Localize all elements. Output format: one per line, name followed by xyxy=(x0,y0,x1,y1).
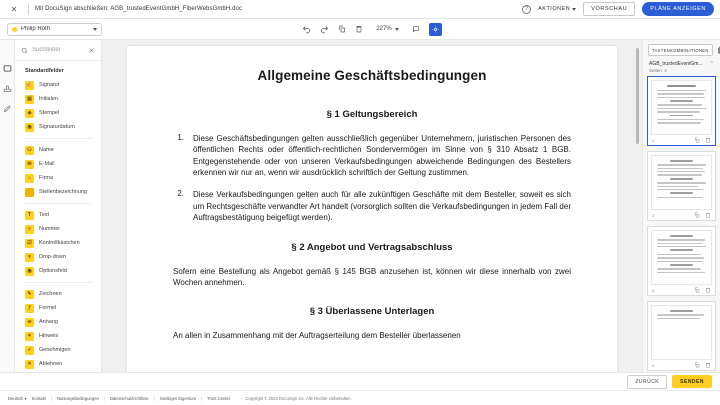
list-item xyxy=(173,189,571,223)
thumbnail-preview xyxy=(651,155,712,210)
divider xyxy=(28,4,29,15)
close-button[interactable]: ✕ xyxy=(10,4,18,14)
field-label: Optionsfeld xyxy=(39,268,67,274)
document-name-row[interactable] xyxy=(643,59,720,67)
pages-panel xyxy=(642,40,720,372)
section-3-heading: § 3 Überlassene Unterlagen xyxy=(309,306,435,318)
fields-group xyxy=(15,143,101,199)
field-item-signaturdatum[interactable] xyxy=(15,120,101,134)
thumbnail-footer xyxy=(651,285,712,295)
document-page[interactable] xyxy=(127,46,617,372)
preview-button[interactable]: VORSCHAU xyxy=(583,2,635,16)
document-title: Allgemeine Geschäftsbedingungen xyxy=(257,68,487,83)
top-bar-actions xyxy=(522,2,714,16)
copy-page-icon[interactable] xyxy=(694,287,700,293)
field-item-initialen[interactable] xyxy=(15,92,101,106)
search-icon xyxy=(21,41,28,59)
zoom-level: 227% xyxy=(376,26,392,32)
name-icon: ⚇ xyxy=(25,146,34,155)
page-footer xyxy=(0,390,720,405)
help-icon[interactable]: ? xyxy=(522,5,531,14)
field-item-email[interactable] xyxy=(15,157,101,171)
section-2-heading: § 2 Angebot und Vertragsabschluss xyxy=(291,241,453,253)
field-item-genehmigen[interactable] xyxy=(15,343,101,357)
language-label: Deutsch xyxy=(8,395,24,401)
recipient-selector[interactable] xyxy=(7,23,102,36)
field-item-dropdown[interactable] xyxy=(15,250,101,264)
field-label: Anhang xyxy=(39,319,58,325)
divider xyxy=(25,138,91,139)
field-label: Name xyxy=(39,147,54,153)
section-2-text: Sofern eine Bestellung als Angebot gemäß § 145 BGB anzusehen ist, können wir diese innerhalb von zwei Wochen annehmen. xyxy=(173,266,571,287)
shortcuts-button[interactable]: TASTENKOMBINATIONEN xyxy=(648,44,713,56)
field-item-ablehnen[interactable] xyxy=(15,357,101,371)
field-item-nummer[interactable] xyxy=(15,222,101,236)
thumbnail-page-3[interactable] xyxy=(647,226,716,296)
field-label: Firma xyxy=(39,175,54,181)
copy-page-icon[interactable] xyxy=(694,212,700,218)
sign-date-icon: ◉ xyxy=(25,123,34,132)
clear-search-icon[interactable] xyxy=(88,41,95,59)
approve-icon: ✓ xyxy=(25,346,34,355)
field-label: Signatur xyxy=(39,82,60,88)
list-item-text: Diese Verkaufsbedingungen gelten auch für alle zukünftigen Geschäfte mit dem Besteller, soweit es sich um Rechtsgeschäfte verwandter Art handelt (vorsorglich sollten die Verkaufsbedingungen in jedem Fall der Auftragsbestätigung beigefügt werden). xyxy=(193,190,571,223)
thumbnail-list[interactable] xyxy=(643,76,720,372)
signature-icon: ✍ xyxy=(26,82,33,88)
chevron-up-icon[interactable]: ⌃ xyxy=(709,61,714,67)
divider: | xyxy=(103,395,105,401)
copy-page-icon[interactable] xyxy=(694,137,700,143)
thumbnail-page-2[interactable] xyxy=(647,151,716,221)
thumbnail-actions xyxy=(694,212,711,218)
recipient-selector-wrap xyxy=(0,23,102,36)
thumbnail-actions xyxy=(694,362,711,368)
checkbox-icon: ☑ xyxy=(25,239,34,248)
delete-page-icon[interactable] xyxy=(705,212,711,218)
field-label: Initialen xyxy=(39,96,58,102)
job-title-icon xyxy=(25,188,34,197)
chevron-down-icon xyxy=(395,28,399,31)
field-label: Nummer xyxy=(39,226,61,232)
draw-icon: ✎ xyxy=(25,290,34,299)
list-item-number: 2. xyxy=(177,189,184,199)
divider: | xyxy=(50,395,52,401)
document-name: AGB_trustedEventGm... xyxy=(649,61,703,67)
divider: | xyxy=(201,395,203,401)
undo-icon[interactable] xyxy=(302,25,311,34)
field-item-stempel[interactable] xyxy=(15,106,101,120)
thumbnail-page-4[interactable] xyxy=(647,301,716,371)
field-label: Hinweis xyxy=(39,333,59,339)
field-item-zeichnen[interactable] xyxy=(15,287,101,301)
list-item-number: 1. xyxy=(177,133,184,142)
thumbnail-preview xyxy=(651,80,712,135)
field-label: Stellenbezeichnung xyxy=(39,189,88,195)
field-item-kontrollkaestchen[interactable] xyxy=(15,236,101,250)
pages-count: Seiten: 4 xyxy=(649,68,667,73)
fields-icon[interactable] xyxy=(3,64,12,73)
field-label: Text xyxy=(39,212,50,218)
footer-link-kontakt[interactable]: Kontakt xyxy=(31,395,46,401)
main-area xyxy=(0,40,720,372)
thumbnail-footer xyxy=(651,210,712,220)
redo-icon[interactable] xyxy=(320,25,329,34)
send-button[interactable]: SENDEN xyxy=(672,375,712,388)
fields-list xyxy=(15,61,101,372)
field-settings-icon[interactable] xyxy=(429,23,442,36)
left-icon-rail xyxy=(0,40,15,372)
thumbnail-page-1[interactable] xyxy=(647,76,716,146)
thumbnail-page-number: 3 xyxy=(652,287,655,293)
trash-icon[interactable] xyxy=(355,25,363,33)
actions-menu-label: AKTIONEN xyxy=(538,6,571,12)
fields-panel xyxy=(15,40,102,372)
copy-icon[interactable] xyxy=(338,25,346,33)
thumbnail-actions xyxy=(694,137,711,143)
field-item-stellenbezeichnung[interactable] xyxy=(15,185,101,199)
back-button[interactable]: ZURÜCK xyxy=(627,375,667,389)
field-label: Zeichnen xyxy=(39,291,62,297)
stamp-icon[interactable] xyxy=(3,84,12,93)
field-item-hinweis[interactable] xyxy=(15,329,101,343)
field-label: Kontrollkästchen xyxy=(39,240,80,246)
footer-link-geistiges-eigentum[interactable]: Geistiges Eigentum xyxy=(159,395,196,401)
field-item-text[interactable] xyxy=(15,208,101,222)
footer-link-trust-center[interactable]: Trust Center xyxy=(207,395,231,401)
thumbnail-footer xyxy=(651,360,712,370)
copy-page-icon[interactable] xyxy=(694,362,700,368)
thumbnail-footer xyxy=(651,135,712,145)
chevron-down-icon xyxy=(93,28,97,31)
fields-group-title: Standardfelder xyxy=(25,68,64,74)
thumbnail-page-number: 2 xyxy=(652,212,655,218)
email-icon: ✉ xyxy=(25,160,34,169)
note-icon: ✦ xyxy=(25,332,34,341)
field-item-signatur[interactable] xyxy=(15,78,101,92)
initials-icon: ▤ xyxy=(25,95,34,104)
stamp-field-icon: ◈ xyxy=(25,109,34,118)
search-input[interactable] xyxy=(32,47,84,53)
view-plans-button[interactable]: PLÄNE ANZEIGEN xyxy=(642,2,714,16)
field-item-formel[interactable] xyxy=(15,301,101,315)
attachment-icon: ⌯ xyxy=(25,318,34,327)
recipient-color-dot xyxy=(12,27,17,32)
fields-group xyxy=(15,208,101,278)
pages-panel-header xyxy=(643,40,720,59)
field-item-optionsfeld[interactable] xyxy=(15,264,101,278)
copyright-text: Copyright © 2024 DocuSign Inc. Alle Rechte vorbehalten. xyxy=(245,395,352,401)
section-1-heading: § 1 Geltungsbereich xyxy=(326,109,418,120)
action-bar xyxy=(0,372,720,390)
window-title: Mit DocuSign abschließen: AGB_trustedEventGmbH_FiberWebsGmbH.doc xyxy=(35,6,243,12)
search-bar xyxy=(15,40,101,61)
field-item-anhang[interactable] xyxy=(15,315,101,329)
field-item-firma[interactable] xyxy=(15,171,101,185)
language-selector[interactable]: Deutsch ▾ xyxy=(8,395,27,401)
vertical-scrollbar[interactable] xyxy=(636,48,639,144)
field-label: Stempel xyxy=(39,110,60,116)
field-item-name[interactable] xyxy=(15,143,101,157)
document-tools xyxy=(102,23,642,36)
fields-group xyxy=(15,287,101,371)
number-icon: ≡ xyxy=(25,225,34,234)
top-bar xyxy=(0,0,720,19)
thumbnail-preview xyxy=(651,230,712,285)
section-3-text: An allen in Zusammenhang mit der Auftragserteilung dem Besteller überlassenen xyxy=(173,331,461,341)
chevron-down-icon xyxy=(572,8,576,11)
company-icon: ⌂ xyxy=(25,174,34,183)
field-label: Drop-down xyxy=(39,254,66,260)
clause-list xyxy=(173,133,571,224)
recipient-name: Philip Roth xyxy=(21,26,51,32)
radio-icon: ◉ xyxy=(25,267,34,276)
text-icon: T xyxy=(25,211,34,220)
zoom-selector[interactable] xyxy=(376,26,398,32)
thumbnail-page-number: 1 xyxy=(652,137,655,143)
list-item-text: Diese Geschäftsbedingungen gelten ausschließlich gegenüber Unternehmern, juristischen Personen des öffentlichen Rechts oder öffentlich-rechtlichen Sondervermögen im Sinne von § 310 Absatz 1 BGB. Entgegenstehende oder von unseren Verkaufsbedingungen abweichende Bedingungen des Bestellers erkennen wir nur an, wenn wir ausdrücklich schriftlich der Geltung zustimmen. xyxy=(193,134,571,178)
divider: | xyxy=(153,395,155,401)
divider xyxy=(25,203,91,204)
divider xyxy=(25,282,91,283)
field-label: Formel xyxy=(39,305,57,311)
list-item xyxy=(173,133,571,178)
document-viewport[interactable] xyxy=(102,40,642,372)
delete-page-icon[interactable] xyxy=(705,137,711,143)
actions-menu[interactable] xyxy=(538,6,576,12)
thumbnail-actions xyxy=(694,287,711,293)
decline-icon: ✕ xyxy=(25,360,34,369)
delete-page-icon[interactable] xyxy=(705,287,711,293)
field-label: Ablehnen xyxy=(39,361,63,367)
delete-page-icon[interactable] xyxy=(705,362,711,368)
field-label: E-Mail xyxy=(39,161,55,167)
editor-toolbar xyxy=(0,19,720,40)
footer-link-datenschutzrichtlinie[interactable]: Datenschutzrichtlinie xyxy=(109,395,149,401)
dropdown-icon: ▾ xyxy=(25,253,34,262)
comment-icon[interactable] xyxy=(412,25,420,33)
thumbnail-page-number: 4 xyxy=(652,362,655,368)
formula-icon: ƒ xyxy=(25,304,34,313)
fields-group xyxy=(15,78,101,134)
field-label: Genehmigen xyxy=(39,347,71,353)
thumbnail-preview xyxy=(651,305,712,360)
pen-icon[interactable] xyxy=(3,104,12,113)
footer-link-nutzungsbedingungen[interactable]: Nutzungsbedingungen xyxy=(56,395,99,401)
field-label: Signaturdatum xyxy=(39,124,75,130)
